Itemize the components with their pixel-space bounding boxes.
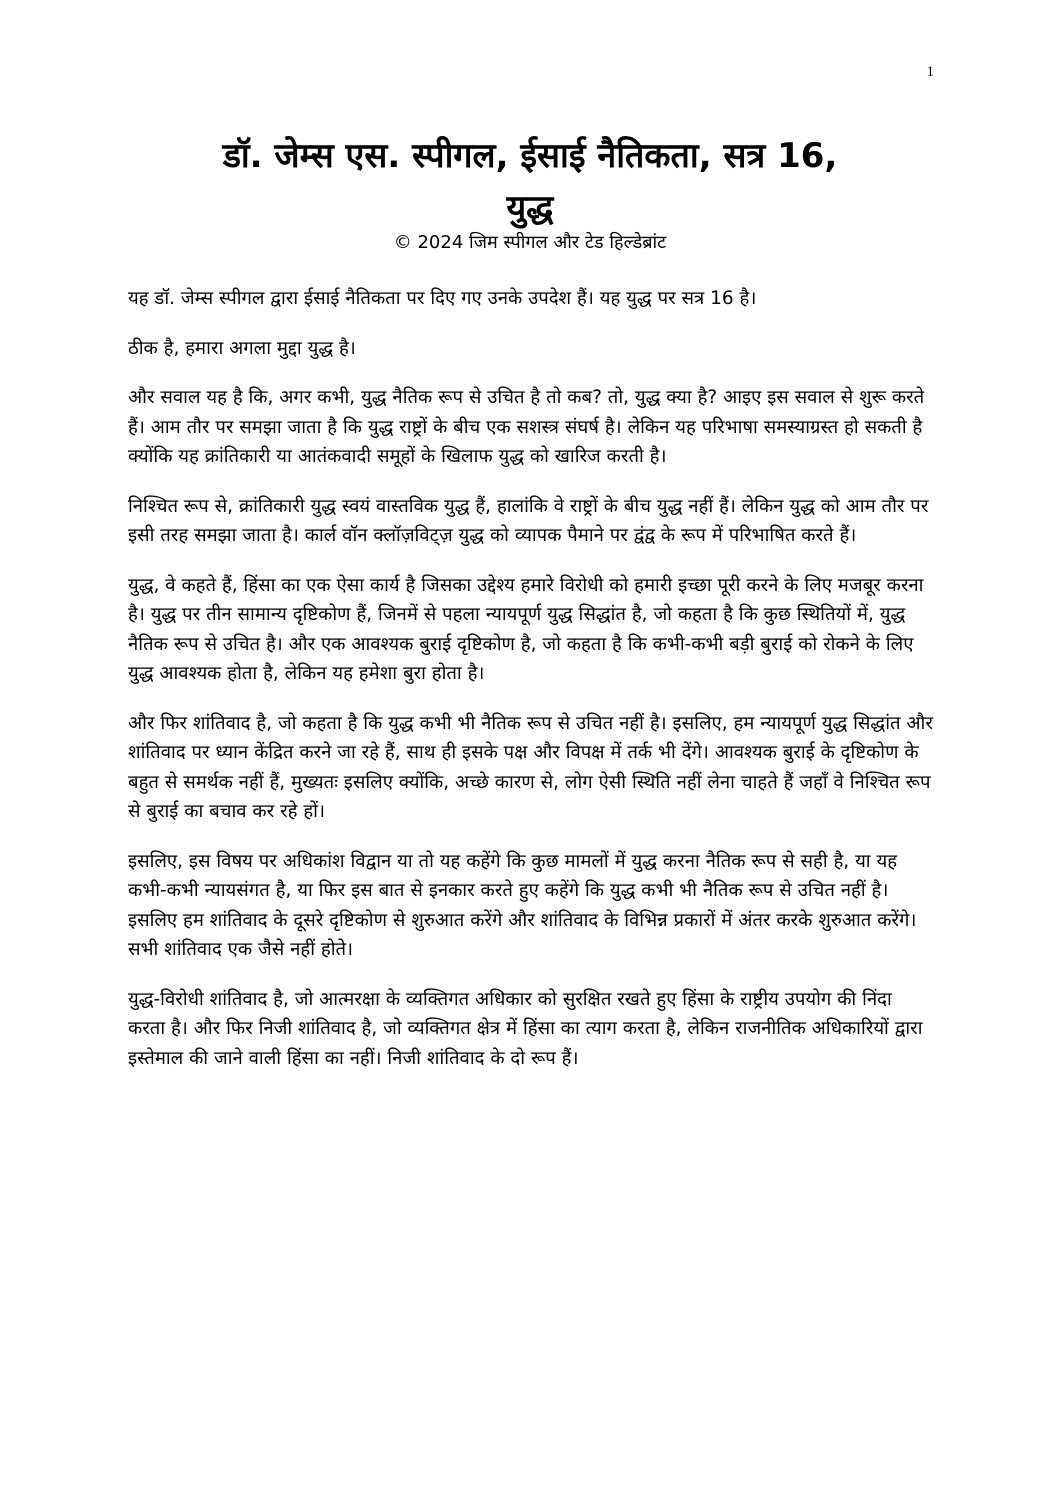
copyright-line: © 2024 जिम स्पीगल और टेड हिल्डेब्रांट bbox=[393, 232, 667, 253]
document-title bbox=[130, 130, 930, 234]
paragraph-4: निश्चित रूप से, क्रांतिकारी युद्ध स्वयं वास्तविक युद्ध हैं, हालांकि वे राष्ट्रों के बीच युद्ध नहीं हैं। लेकिन युद्ध को आम तौर पर इसी तरह समझा जाता है। कार्ल वॉन क्लॉज़विट्ज़ युद्ध को व्यापक पैमाने पर द्वंद्व के रूप में परिभाषित करते हैं। bbox=[128, 495, 929, 546]
paragraph-3: और सवाल यह है कि, अगर कभी, युद्ध नैतिक रूप से उचित है तो कब? तो, युद्ध क्या है? आइए इस सवाल से शुरू करते हैं। आम तौर पर समझा जाता है कि युद्ध राष्ट्रों के बीच एक सशस्त्र संघर्ष है। लेकिन यह परिभाषा समस्याग्रस्त हो सकती है क्योंकि यह क्रांतिकारी या आतंकवादी समूहों के खिलाफ युद्ध को खारिज करती है। bbox=[128, 387, 925, 467]
title-line-1: डॉ. जेम्स एस. स्पीगल, ईसाई नैतिकता, सत्र 16, bbox=[222, 136, 838, 176]
paragraph-2: ठीक है, हमारा अगला मुद्दा युद्ध है। bbox=[128, 337, 356, 359]
title-line-2: युद्ध bbox=[506, 188, 554, 228]
page-number: 1 bbox=[926, 64, 934, 80]
paragraph-8: युद्ध-विरोधी शांतिवाद है, जो आत्मरक्षा के व्यक्तिगत अधिकार को सुरक्षित रखते हुए हिंसा के राष्ट्रीय उपयोग की निंदा करता है। और फिर निजी शांतिवाद है, जो व्यक्तिगत क्षेत्र में हिंसा का त्याग करता है, लेकिन राजनीतिक अधिकारियों द्वारा इस्तेमाल की जाने वाली हिंसा का नहीं। निजी शांतिवाद के दो रूप हैं। bbox=[128, 988, 923, 1069]
paragraph-6: और फिर शांतिवाद है, जो कहता है कि युद्ध कभी भी नैतिक रूप से उचित नहीं है। इसलिए, हम न्यायपूर्ण युद्ध सिद्धांत और शांतिवाद पर ध्यान केंद्रित करने जा रहे हैं, साथ ही इसके पक्ष और विपक्ष में तर्क भी देंगे। आवश्यक बुराई के दृष्टिकोण के बहुत से समर्थक नहीं हैं, मुख्यतः इसलिए क्योंकि, अच्छे कारण से, लोग ऐसी स्थिति नहीं लेना चाहते हैं जहाँ वे निश्चित रूप से बुराई का बचाव कर रहे हों। bbox=[128, 712, 933, 822]
paragraph-1: यह डॉ. जेम्स स्पीगल द्वारा ईसाई नैतिकता पर दिए गए उनके उपदेश हैं। यह युद्ध पर सत्र 16 है। bbox=[128, 288, 757, 309]
paragraph-5: युद्ध, वे कहते हैं, हिंसा का एक ऐसा कार्य है जिसका उद्देश्य हमारे विरोधी को हमारी इच्छा पूरी करने के लिए मजबूर करना है। युद्ध पर तीन सामान्य दृष्टिकोण हैं, जिनमें से पहला न्यायपूर्ण युद्ध सिद्धांत है, जो कहता है कि कुछ स्थितियों में, युद्ध नैतिक रूप से उचित है। और एक आवश्यक बुराई दृष्टिकोण है, जो कहता है कि कभी-कभी बड़ी बुराई को रोकने के लिए युद्ध आवश्यक होता है, लेकिन यह हमेशा बुरा होता है। bbox=[128, 574, 924, 684]
document-body bbox=[128, 284, 934, 1093]
paragraph-7: इसलिए, इस विषय पर अधिकांश विद्वान या तो यह कहेंगे कि कुछ मामलों में युद्ध करना नैतिक रूप से सही है, या यह कभी-कभी न्यायसंगत है, या फिर इस बात से इनकार करते हुए कहेंगे कि युद्ध कभी भी नैतिक रूप से उचित नहीं है। इसलिए हम शांतिवाद के दूसरे दृष्टिकोण से शुरुआत करेंगे और शांतिवाद के विभिन्न प्रकारों में अंतर करके शुरुआत करेंगे। सभी शांतिवाद एक जैसे नहीं होते। bbox=[128, 850, 917, 960]
